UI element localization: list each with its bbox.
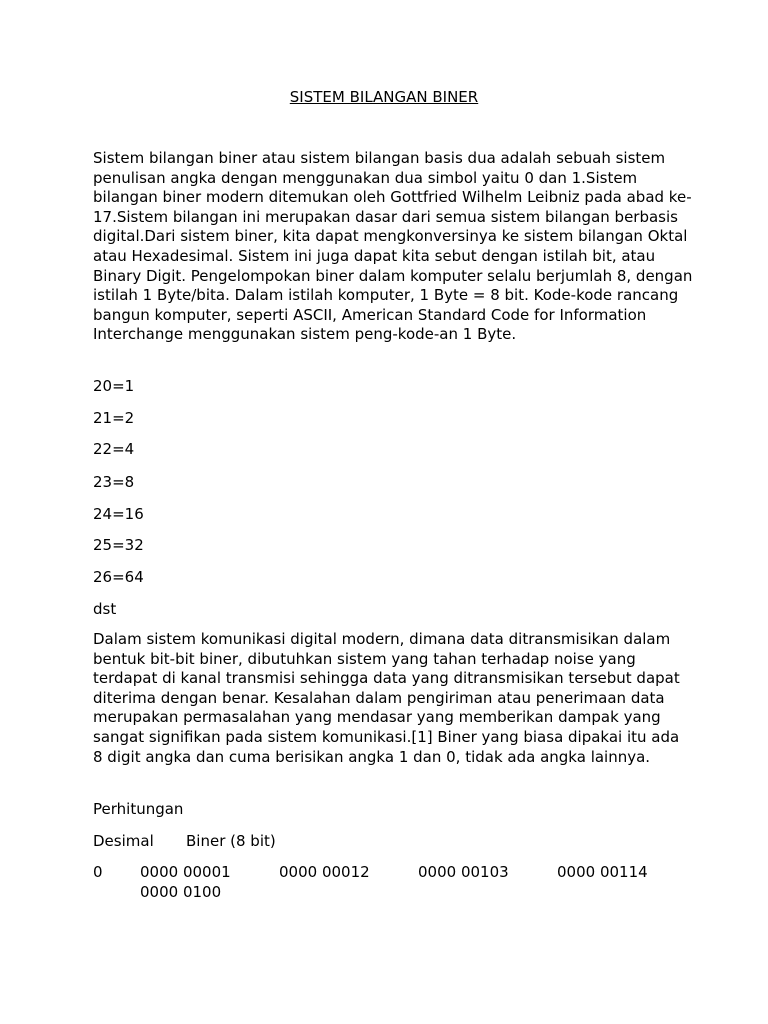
table-cell: 0000 00114 xyxy=(557,863,648,881)
power-line: 26=64 xyxy=(93,568,144,586)
document-title: SISTEM BILANGAN BINER xyxy=(289,88,479,106)
power-line: 20=1 xyxy=(93,377,135,395)
power-line: 21=2 xyxy=(93,409,135,427)
communication-paragraph: Dalam sistem komunikasi digital modern, dimana data ditransmisikan dalam bentuk bit-bit biner, dibutuhkan sistem yang tahan terhadap noise yang terdapat di kanal transmisi sehingga data yang ditransmisikan tersebut dapat diterima dengan benar. Kesalahan dalam pengiriman atau penerimaan data merupakan permasalahan yang mendasar yang memberikan dampak yang sangat signifikan pada sistem komunikasi.[1] Biner yang biasa dipakai itu ada 8 digit angka dan cuma berisikan angka 1 dan 0, tidak ada angka lainnya. xyxy=(93,630,680,766)
table-cell: 0000 00103 xyxy=(418,863,509,881)
table-cell: 0 xyxy=(93,863,103,881)
perhitungan-heading: Perhitungan xyxy=(93,800,184,818)
table-header-desimal: Desimal xyxy=(93,832,154,850)
table-cell: 0000 0100 xyxy=(140,883,222,901)
table-cell: 0000 00001 xyxy=(140,863,231,881)
power-line: 22=4 xyxy=(93,440,135,458)
power-line: 23=8 xyxy=(93,473,135,491)
intro-paragraph: Sistem bilangan biner atau sistem bilangan basis dua adalah sebuah sistem penulisan angka dengan menggunakan dua simbol yaitu 0 dan 1.Sistem bilangan biner modern ditemukan oleh Gottfried Wilhelm Leibniz pada abad ke-17.Sistem bilangan ini merupakan dasar dari semua sistem bilangan berbasis digital.Dari sistem biner, kita dapat mengkonversinya ke sistem bilangan Oktal atau Hexadesimal. Sistem ini juga dapat kita sebut dengan istilah bit, atau Binary Digit. Pengelompokan biner dalam komputer selalu berjumlah 8, dengan istilah 1 Byte/bita. Dalam istilah komputer, 1 Byte = 8 bit. Kode-kode rancang bangun komputer, seperti ASCII, American Standard Code for Information Interchange menggunakan sistem peng-kode-an 1 Byte. xyxy=(93,149,693,344)
table-header-biner: Biner (8 bit) xyxy=(186,832,276,850)
power-line: 24=16 xyxy=(93,505,144,523)
table-cell: 0000 00012 xyxy=(279,863,370,881)
power-line: 25=32 xyxy=(93,536,144,554)
etc-line: dst xyxy=(93,600,117,618)
